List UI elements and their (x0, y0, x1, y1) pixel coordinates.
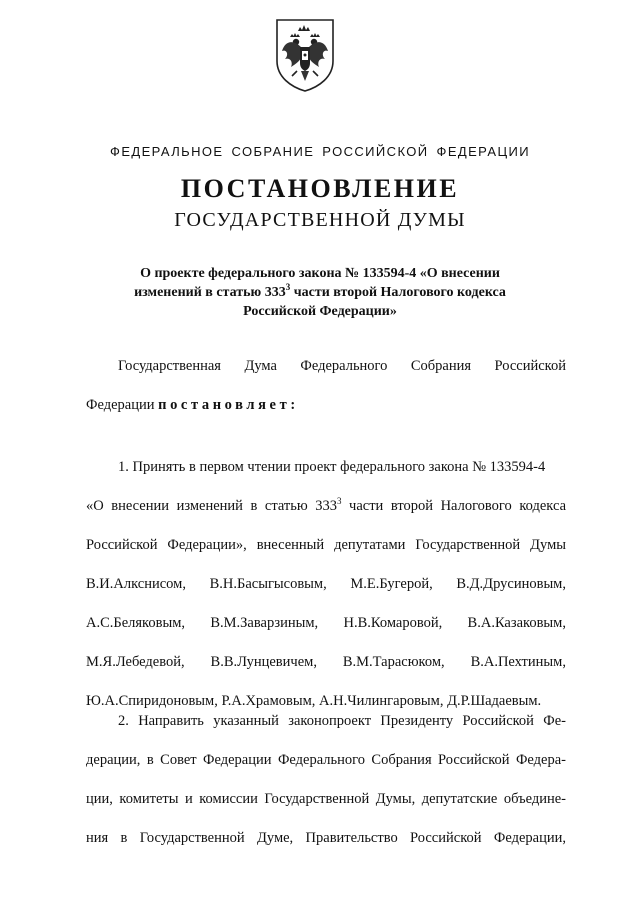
paragraph-1 (86, 448, 566, 721)
organization-name: ФЕДЕРАЛЬНОЕ СОБРАНИЕ РОССИЙСКОЙ ФЕДЕРАЦИИ (110, 144, 530, 159)
preamble-line: Государственная Дума Федерального Собрания Российской (118, 358, 566, 374)
heading-line: изменений в статью $333^3$ части второй Налогового кодекса (134, 282, 506, 300)
deputies-row: М.Я.Лебедевой, В.В.Лунцевичем, В.М.Тарасюком, В.А.Пехтиным, (86, 654, 566, 670)
document-subtitle: ГОСУДАРСТВЕННОЙ ДУМЫ (174, 209, 466, 231)
deputies-row: В.И.Алкснисом, В.Н.Басыгысовым, М.Е.Бугерой, В.Д.Друсиновым, (86, 576, 566, 592)
document-title: ПОСТАНОВЛЕНИЕ (180, 174, 460, 203)
paragraph-line: дерации, в Совет Федерации Федерального Собрания Российской Федера- (86, 752, 566, 768)
preamble-line: Федерации постановляет: (86, 397, 299, 413)
preamble (86, 347, 566, 425)
paragraph-line: Российской Федерации», внесенный депутатами Государственной Думы (86, 537, 566, 553)
russian-coat-of-arms-icon (273, 17, 337, 93)
paragraph-line: Ю.А.Спиридоновым, Р.А.Храмовым, А.Н.Чилингаровым, Д.Р.Шадаевым. (86, 693, 542, 709)
paragraph-line: 2. Направить указанный законопроект Президенту Российской Фе- (118, 713, 566, 729)
paragraph-2 (86, 702, 566, 858)
decree-word: постановляет: (158, 397, 299, 413)
resolution-heading (100, 264, 540, 321)
heading-line: Российской Федерации» (243, 304, 397, 319)
heading-line: О проекте федерального закона № 133594-4 «О внесении (140, 266, 500, 281)
paragraph-line: 1. Принять в первом чтении проект федерального закона № 133594-4 (118, 459, 546, 475)
deputies-row: А.С.Беляковым, В.М.Заварзиным, Н.В.Комаровой, В.А.Казаковым, (86, 615, 566, 631)
paragraph-line: «О внесении изменений в статью $333^3$ части второй Налогового кодекса (86, 496, 566, 514)
paragraph-line: ции, комитеты и комиссии Государственной Думы, депутатские объедине- (86, 791, 566, 807)
paragraph-line: ния в Государственной Думе, Правительство Российской Федерации, (86, 830, 566, 846)
